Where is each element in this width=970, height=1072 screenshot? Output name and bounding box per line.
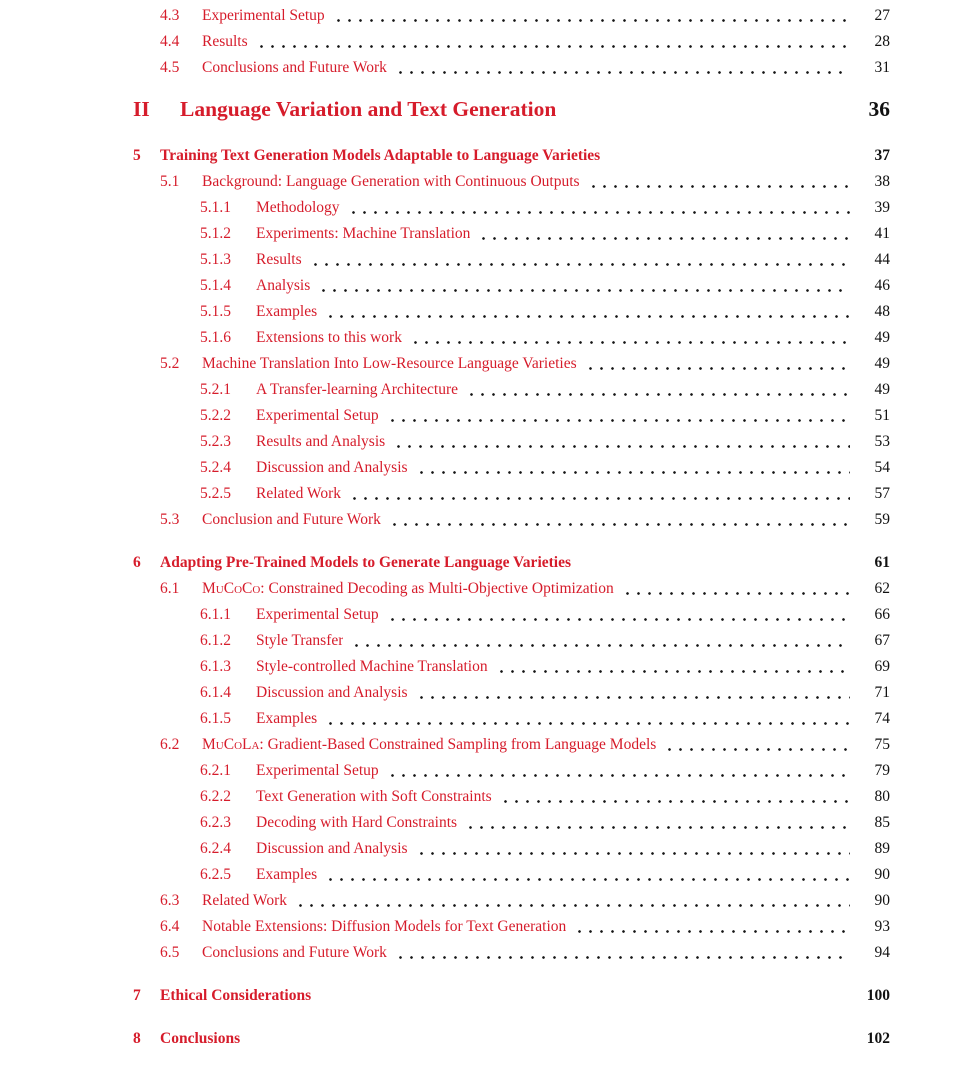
toc-entry-6.2.3[interactable]: [133, 810, 890, 836]
toc-entry-5.2.2[interactable]: [133, 403, 890, 429]
toc-entry-number: 4.4: [160, 33, 180, 50]
toc-entry-6.2.4[interactable]: [133, 836, 890, 862]
toc-entry-title: Language Variation and Text Generation: [180, 97, 557, 121]
dot-leader: [496, 669, 850, 674]
toc-entry-number: 6.4: [160, 918, 180, 935]
dot-leader: [478, 236, 850, 241]
toc-entry-page-number: 89: [874, 840, 890, 857]
toc-entry-5.2.4[interactable]: [133, 455, 890, 481]
toc-entry-number: 6: [133, 554, 141, 571]
dot-leader: [588, 184, 850, 189]
toc-entry-title: Text Generation with Soft Constraints: [256, 788, 492, 805]
toc-entry-5.1.5[interactable]: [133, 299, 890, 325]
toc-entry-title: Ethical Considerations: [160, 987, 312, 1004]
toc-entry-number: 6.2.1: [200, 762, 231, 779]
toc-entry-number: 5.2.5: [200, 485, 231, 502]
toc-entry-4.5[interactable]: [133, 55, 890, 81]
toc-entry-6.2.2[interactable]: [133, 784, 890, 810]
toc-entry-title: Examples: [256, 303, 318, 320]
dot-leader: [387, 418, 850, 423]
toc-entry-title: Examples: [256, 710, 318, 727]
toc-entry-title-rest: : Gradient-Based Constrained Sampling from Language Models: [259, 736, 657, 753]
toc-entry-5.3[interactable]: [133, 507, 890, 533]
toc-entry-number: 5.1.6: [200, 329, 231, 346]
dot-leader: [622, 591, 850, 596]
toc-entry-page-number: 54: [874, 459, 890, 476]
toc-entry-number: 5.1: [160, 173, 180, 190]
toc-entry-page-number: 53: [874, 433, 890, 450]
toc-entry-page-number: 67: [874, 632, 890, 649]
dot-leader: [295, 903, 850, 908]
toc-entry-page-number: 85: [874, 814, 890, 831]
toc-entry-title: [202, 732, 656, 758]
toc-entry-page-number: 75: [874, 736, 890, 753]
toc-entry-title-smallcaps: MuCoLa: [202, 736, 260, 753]
toc-entry-title: Analysis: [256, 277, 311, 294]
toc-entry-title: Training Text Generation Models Adaptable to Language Varieties: [160, 147, 601, 164]
dot-leader: [325, 721, 850, 726]
toc-entry-page-number: 90: [874, 892, 890, 909]
toc-entry-title: Conclusion and Future Work: [202, 511, 381, 528]
toc-entry-number: 5.1.2: [200, 225, 231, 242]
toc-entry-page-number: 80: [874, 788, 890, 805]
toc-entry-title: Experimental Setup: [256, 762, 379, 779]
dot-leader: [325, 314, 850, 319]
dot-leader: [416, 470, 850, 475]
toc-entry-number: 6.1: [160, 580, 180, 597]
toc-entry-6.1.1[interactable]: [133, 602, 890, 628]
toc-entry-title: Experimental Setup: [256, 606, 379, 623]
dot-leader: [389, 522, 850, 527]
toc-entry-page-number: 61: [874, 554, 890, 571]
toc-entry-page-number: 90: [874, 866, 890, 883]
toc-entry-number: 6.1.4: [200, 684, 231, 701]
toc-entry-number: 4.3: [160, 7, 180, 24]
toc-entry-5.1.6[interactable]: [133, 325, 890, 351]
dot-leader: [325, 877, 850, 882]
toc-entry-page-number: 100: [866, 987, 890, 1004]
dot-leader: [387, 773, 850, 778]
toc-entry-title-smallcaps: MuCoCo: [202, 580, 261, 597]
toc-entry-5.1.3[interactable]: [133, 247, 890, 273]
toc-entry-number: 6.1.1: [200, 606, 231, 623]
dot-leader: [256, 44, 850, 49]
toc-entry-title: Machine Translation Into Low-Resource Language Varieties: [202, 355, 577, 372]
toc-entry-title: Related Work: [202, 892, 287, 909]
toc-entry-number: 6.5: [160, 944, 180, 961]
toc-entry-number: 6.2.3: [200, 814, 231, 831]
toc-entry-number: 6.1.5: [200, 710, 231, 727]
toc-entry-5.2[interactable]: [133, 351, 890, 377]
toc-entry-page-number: 38: [874, 173, 890, 190]
toc-entry-page-number: 28: [874, 33, 890, 50]
dot-leader: [393, 444, 850, 449]
toc-entry-page-number: 66: [874, 606, 890, 623]
toc-entry-number: II: [133, 97, 150, 121]
toc-entry-title: Adapting Pre-Trained Models to Generate Language Varieties: [160, 554, 572, 571]
toc-entry-page-number: 48: [874, 303, 890, 320]
toc-entry-6.1[interactable]: [133, 576, 890, 602]
dot-leader: [333, 18, 850, 23]
toc-entry-5.1.4[interactable]: [133, 273, 890, 299]
toc-entry-6.1.5[interactable]: [133, 706, 890, 732]
toc-entry-5.2.3[interactable]: [133, 429, 890, 455]
toc-entry-page-number: 39: [874, 199, 890, 216]
toc-entry-5.2.1[interactable]: [133, 377, 890, 403]
toc-entry-title: Conclusions and Future Work: [202, 59, 387, 76]
toc-entry-page-number: 57: [874, 485, 890, 502]
toc-entry-number: 6.3: [160, 892, 180, 909]
toc-entry-page-number: 49: [874, 355, 890, 372]
toc-entry-title: Related Work: [256, 485, 341, 502]
dot-leader: [351, 643, 850, 648]
toc-entry-number: 6.1.3: [200, 658, 231, 675]
toc-entry-page-number: 93: [874, 918, 890, 935]
toc-entry-5.2.5[interactable]: [133, 481, 890, 507]
toc-entry-title: Conclusions: [160, 1030, 241, 1047]
toc-entry-page-number: 74: [874, 710, 890, 727]
dot-leader: [348, 210, 850, 215]
toc-entry-page-number: 62: [874, 580, 890, 597]
toc-entry-7[interactable]: [133, 983, 890, 1009]
toc-entry-number: 5.1.4: [200, 277, 231, 294]
toc-entry-title: Experimental Setup: [202, 7, 325, 24]
toc-entry-title: Results: [202, 33, 248, 50]
dot-leader: [465, 825, 850, 830]
toc-entry-6[interactable]: [133, 550, 890, 576]
toc-entry-number: 5.1.5: [200, 303, 231, 320]
toc-entry-page-number: 71: [874, 684, 890, 701]
toc-entry-5.1.1[interactable]: [133, 195, 890, 221]
toc-entry-title: Style-controlled Machine Translation: [256, 658, 488, 675]
dot-leader: [410, 340, 850, 345]
toc-entry-page-number: 37: [874, 147, 890, 164]
toc-entry-number: 6.2: [160, 736, 180, 753]
dot-leader: [349, 496, 850, 501]
toc-entry-page-number: 31: [874, 59, 890, 76]
toc-entry-6.2[interactable]: [133, 732, 890, 758]
toc-entry-number: 6.2.5: [200, 866, 231, 883]
dot-leader: [466, 392, 850, 397]
toc-entry-page-number: 49: [874, 329, 890, 346]
toc-entry-6.4[interactable]: [133, 914, 890, 940]
dot-leader: [310, 262, 850, 267]
toc-entry-title: Experimental Setup: [256, 407, 379, 424]
toc-entry-title: Discussion and Analysis: [256, 684, 408, 701]
toc-entry-4.3[interactable]: [133, 3, 890, 29]
toc-entry-5.1.2[interactable]: [133, 221, 890, 247]
toc-entry-title: Results: [256, 251, 302, 268]
toc-entry-page-number: 44: [874, 251, 890, 268]
toc-entry-page-number: 59: [874, 511, 890, 528]
toc-entry-title: Experiments: Machine Translation: [256, 225, 471, 242]
toc-entry-6.1.3[interactable]: [133, 654, 890, 680]
toc-entry-title: Extensions to this work: [256, 329, 402, 346]
toc-entry-6.5[interactable]: [133, 940, 890, 966]
toc-entry-number: 5.2.4: [200, 459, 231, 476]
toc-entry-number: 6.1.2: [200, 632, 231, 649]
toc-entry-page-number: 27: [874, 7, 890, 24]
dot-leader: [574, 929, 850, 934]
toc-entry-number: 5.2.3: [200, 433, 231, 450]
toc-entry-page-number: 46: [874, 277, 890, 294]
toc-entry-6.3[interactable]: [133, 888, 890, 914]
toc-entry-6.2.5[interactable]: [133, 862, 890, 888]
toc-entry-title: Examples: [256, 866, 318, 883]
toc-entry-title: Conclusions and Future Work: [202, 944, 387, 961]
toc-entry-number: 5.2.2: [200, 407, 231, 424]
dot-leader: [416, 695, 850, 700]
dot-leader: [395, 70, 850, 75]
toc-entry-page-number: 36: [868, 97, 890, 121]
toc-entry-number: 5: [133, 147, 141, 164]
dot-leader: [500, 799, 850, 804]
toc-entry-page-number: 79: [874, 762, 890, 779]
toc-entry-number: 6.2.2: [200, 788, 231, 805]
toc-entry-number: 6.2.4: [200, 840, 231, 857]
dot-leader: [387, 617, 850, 622]
toc-entry-page-number: 102: [866, 1030, 890, 1047]
toc-entry-4.4[interactable]: [133, 29, 890, 55]
toc-entry-number: 5.3: [160, 511, 180, 528]
toc-entry-page-number: 49: [874, 381, 890, 398]
toc-entry-II[interactable]: [133, 92, 890, 126]
toc-entry-page-number: 51: [874, 407, 890, 424]
toc-entry-number: 7: [133, 987, 141, 1004]
toc-entry-title-rest: : Constrained Decoding as Multi-Objective Optimization: [260, 580, 614, 597]
dot-leader: [318, 288, 850, 293]
dot-leader: [395, 955, 850, 960]
toc-entry-number: 8: [133, 1030, 141, 1047]
toc-entry-title: Methodology: [256, 199, 340, 216]
toc-entry-title: Notable Extensions: Diffusion Models for Text Generation: [202, 918, 567, 935]
toc-entry-6.2.1[interactable]: [133, 758, 890, 784]
toc-entry-5[interactable]: [133, 143, 890, 169]
toc-entry-title: Background: Language Generation with Continuous Outputs: [202, 173, 580, 190]
toc-entry-title: [202, 576, 614, 602]
dot-leader: [585, 366, 850, 371]
toc-entry-title: Results and Analysis: [256, 433, 386, 450]
toc-entry-title: A Transfer-learning Architecture: [256, 381, 458, 398]
toc-entry-6.1.4[interactable]: [133, 680, 890, 706]
dot-leader: [664, 747, 850, 752]
toc-entry-number: 4.5: [160, 59, 180, 76]
toc-entry-number: 5.1.1: [200, 199, 231, 216]
toc-entry-title: Decoding with Hard Constraints: [256, 814, 458, 831]
toc-entry-title: Discussion and Analysis: [256, 840, 408, 857]
toc-entry-title: Style Transfer: [256, 632, 344, 649]
toc-entry-8[interactable]: [133, 1026, 890, 1052]
toc-entry-title: Discussion and Analysis: [256, 459, 408, 476]
toc-entry-page-number: 69: [874, 658, 890, 675]
toc-entry-6.1.2[interactable]: [133, 628, 890, 654]
toc-entry-page-number: 94: [874, 944, 890, 961]
toc-entry-number: 5.2.1: [200, 381, 231, 398]
toc-entry-number: 5.2: [160, 355, 180, 372]
toc-entry-5.1[interactable]: [133, 169, 890, 195]
toc-entry-page-number: 41: [874, 225, 890, 242]
dot-leader: [416, 851, 850, 856]
toc-entry-number: 5.1.3: [200, 251, 231, 268]
